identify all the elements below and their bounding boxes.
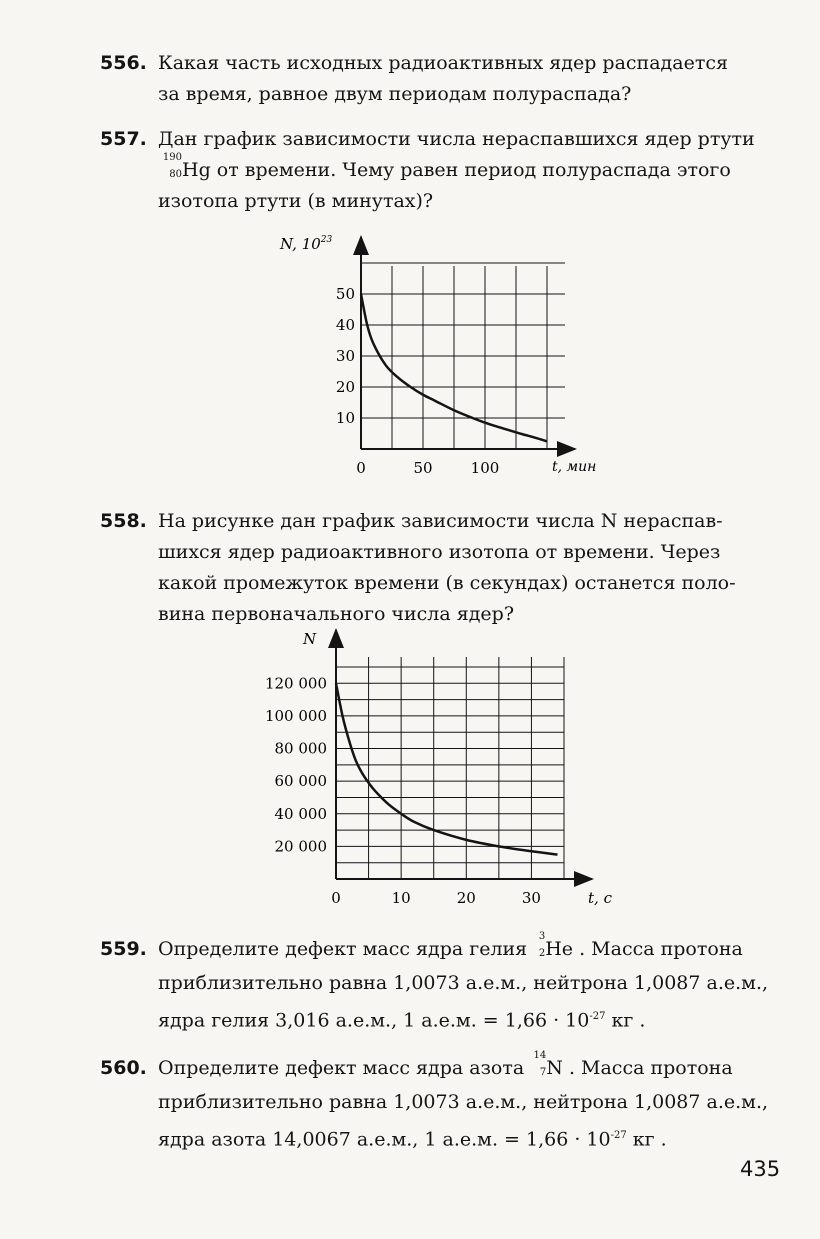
chart-mercury-decay (250, 225, 620, 480)
problem-text-line: На рисунке дан график зависимости числа N нераспав- (158, 510, 723, 532)
x-tick-label: 50 (413, 459, 433, 477)
x-tick-label: 0 (331, 889, 341, 907)
isotope-notation: 3 2 (538, 931, 546, 959)
problem-text-line: Определите дефект масс ядра азота 14 7 N . Масса протона (158, 1050, 733, 1079)
problem-text-line: ядра гелия 3,016 а.е.м., 1 а.е.м. = $1,66 \cdot 10^{-27}$ кг . (158, 1009, 646, 1032)
problem-text-line: Дан график зависимости числа нераспавшихся ядер ртути (158, 128, 755, 150)
problem-text-line: ядра азота 14,0067 а.е.м., 1 а.е.м. = $1,66 \cdot 10^{-27}$ кг . (158, 1128, 667, 1151)
problem-number: 559. (100, 938, 147, 960)
y-tick-label: 60 000 (274, 772, 327, 791)
x-tick-label: 20 (456, 889, 476, 907)
y-tick-label: 50 (335, 285, 355, 303)
problem-text-line: изотопа ртути (в минутах)? (158, 190, 434, 212)
x-tick-label: 0 (356, 459, 366, 477)
y-tick-label: 20 (335, 378, 355, 396)
decay-curve (336, 683, 557, 854)
problem-text-line: за время, равное двум периодам полураспада? (158, 83, 632, 105)
y-tick-label: 40 (335, 316, 355, 334)
isotope-symbol: N (546, 1057, 563, 1079)
y-tick-label: 40 000 (274, 804, 327, 823)
y-tick-label: 10 (335, 409, 355, 427)
problem-text-line: приблизительно равна 1,0073 а.е.м., нейтрона 1,0087 а.е.м., (158, 972, 769, 994)
y-tick-label: 30 (335, 347, 355, 365)
y-axis-label: N (303, 630, 317, 648)
x-axis-label: t, с (588, 889, 612, 907)
x-tick-label: 30 (521, 889, 541, 907)
problem-559 (100, 932, 790, 1037)
x-axis-label: t, мин (552, 459, 597, 475)
y-tick-label: 100 000 (264, 706, 327, 725)
problem-number: 557. (100, 128, 147, 150)
problem-558 (100, 506, 790, 630)
y-tick-label: 80 000 (274, 739, 327, 758)
page-number: 435 (740, 1157, 781, 1181)
problem-557 (100, 124, 790, 217)
chart-isotope-decay (250, 620, 640, 915)
problem-number: 558. (100, 510, 147, 532)
problem-text-line: приблизительно равна 1,0073 а.е.м., нейтрона 1,0087 а.е.м., (158, 1091, 769, 1113)
y-tick-label: 120 000 (264, 674, 327, 693)
problem-text-line: шихся ядер радиоактивного изотопа от времени. Через (158, 541, 721, 563)
problem-text-line: вина первоначального числа ядер? (158, 603, 515, 625)
isotope-symbol: He (545, 938, 574, 960)
y-tick-label: 20 000 (274, 837, 327, 856)
problem-number: 560. (100, 1057, 147, 1079)
problem-text-line: какой промежуток времени (в секундах) останется поло- (158, 572, 736, 594)
problem-560 (100, 1051, 790, 1156)
problem-556 (100, 48, 790, 110)
problem-text-line: Какая часть исходных радиоактивных ядер распадается (158, 52, 728, 74)
x-tick-label: 100 (470, 459, 500, 477)
isotope-notation: 190 80 (162, 152, 182, 180)
x-tick-label: 10 (391, 889, 411, 907)
problem-number: 556. (100, 52, 147, 74)
isotope-notation: 14 7 (533, 1050, 547, 1078)
isotope-symbol: Hg (182, 159, 211, 181)
problem-text-line: 190 80 Hg от времени. Чему равен период полураспада этого (158, 155, 790, 186)
problem-text-line: Определите дефект масс ядра гелия 3 2 He . Масса протона (158, 931, 743, 960)
y-axis-label: N, $10^{23}$ (280, 235, 333, 253)
